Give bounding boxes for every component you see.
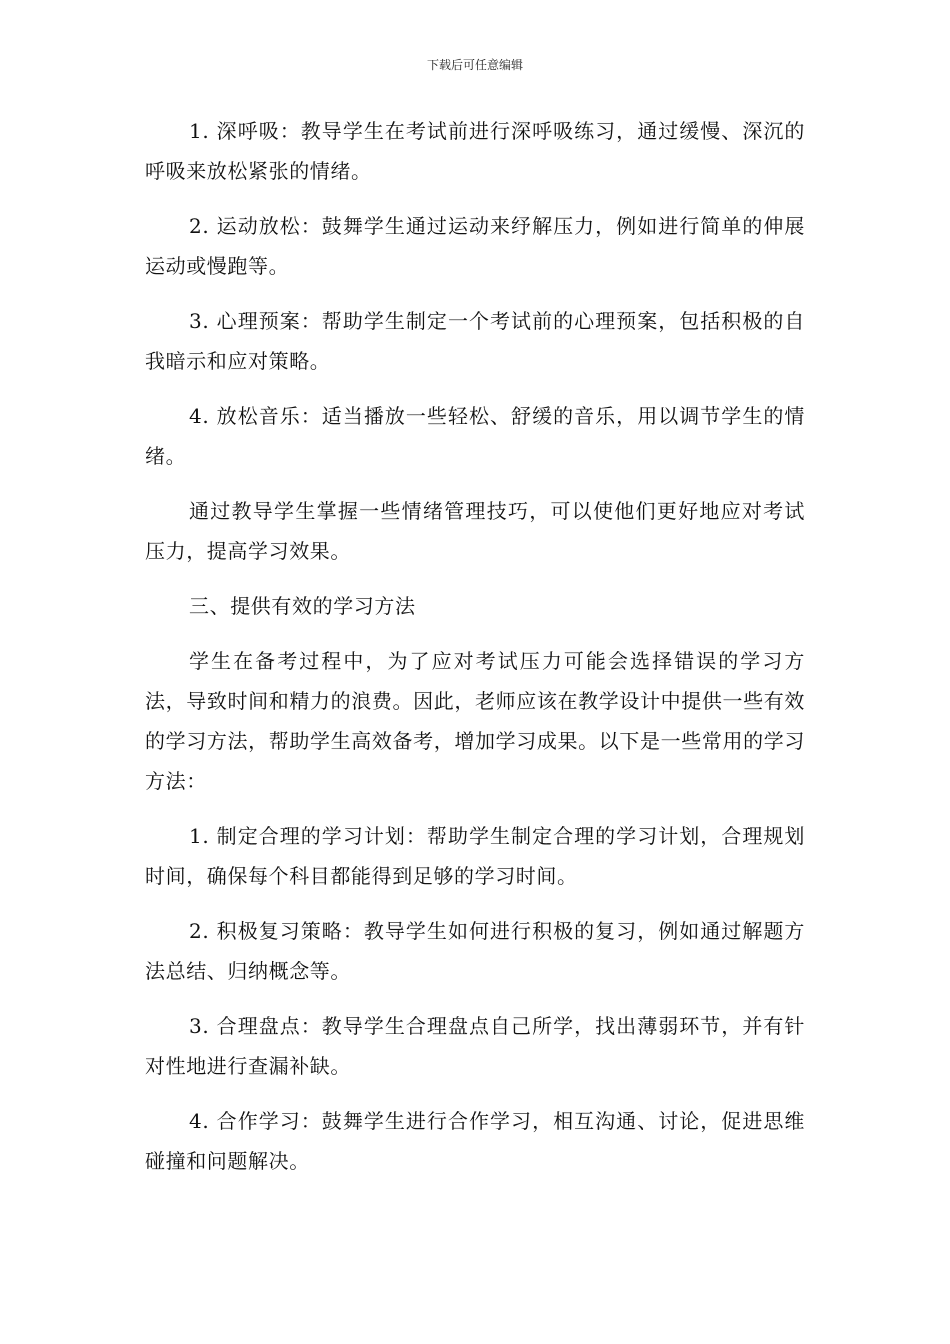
section-heading: 三、提供有效的学习方法 <box>189 594 416 618</box>
intro-paragraph: 学生在备考过程中，为了应对考试压力可能会选择错误的学习方法，导致时间和精力的浪费。因此，老师应该在教学设计中提供一些有效的学习方法，帮助学生高效备考，增加学习成果。以下是一些常用的学习方法： <box>145 649 805 793</box>
document-body <box>145 111 805 1196</box>
list-item-cooperative-learning: 4. 合作学习：鼓舞学生进行合作学习，相互沟通、讨论，促进思维碰撞和问题解决。 <box>145 1109 805 1173</box>
list-item-relaxing-music: 4. 放松音乐：适当播放一些轻松、舒缓的音乐，用以调节学生的情绪。 <box>145 404 805 468</box>
list-item-review-strategy: 2. 积极复习策略：教导学生如何进行积极的复习，例如通过解题方法总结、归纳概念等。 <box>145 919 805 983</box>
list-item-mental-plan: 3. 心理预案：帮助学生制定一个考试前的心理预案，包括积极的自我暗示和应对策略。 <box>145 309 805 373</box>
list-item-deep-breathing: 1. 深呼吸：教导学生在考试前进行深呼吸练习，通过缓慢、深沉的呼吸来放松紧张的情绪。 <box>145 119 805 183</box>
page-header-note: 下载后可任意编辑 <box>426 58 523 72</box>
list-item-exercise-relaxation: 2. 运动放松：鼓舞学生通过运动来纾解压力，例如进行简单的伸展运动或慢跑等。 <box>145 214 805 278</box>
list-item-study-plan: 1. 制定合理的学习计划：帮助学生制定合理的学习计划，合理规划时间，确保每个科目都能得到足够的学习时间。 <box>145 824 805 888</box>
summary-paragraph: 通过教导学生掌握一些情绪管理技巧，可以使他们更好地应对考试压力，提高学习效果。 <box>145 499 805 563</box>
list-item-reasonable-inventory: 3. 合理盘点：教导学生合理盘点自己所学，找出薄弱环节，并有针对性地进行查漏补缺。 <box>145 1014 805 1078</box>
